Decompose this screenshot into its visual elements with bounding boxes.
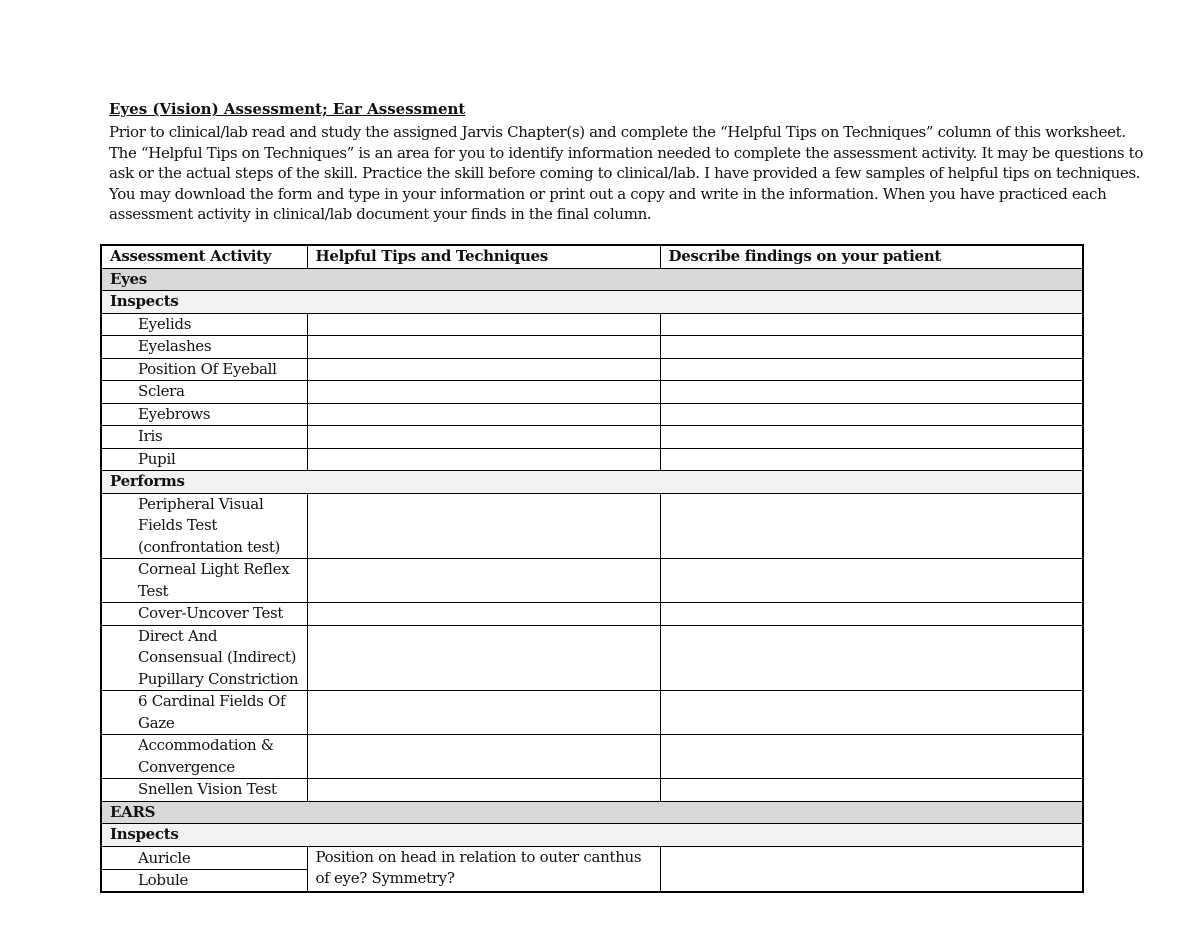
findings-cell[interactable] <box>660 403 1083 426</box>
findings-cell[interactable] <box>660 358 1083 381</box>
assessment-table <box>100 244 1084 893</box>
tips-cell[interactable]: Position on head in relation to outer canthus of eye? Symmetry? <box>307 846 660 892</box>
findings-cell[interactable] <box>660 448 1083 471</box>
activity-item-auricle: Auricle <box>102 847 307 870</box>
instructions-line: You may download the form and type in your information or print out a copy and write in the information. When you have practiced each <box>109 184 1107 203</box>
tips-cell[interactable] <box>307 403 660 426</box>
section-row-ears <box>101 801 1083 824</box>
activity-cell: Pupil <box>101 448 307 471</box>
section-label: Eyes <box>101 268 1083 291</box>
tips-cell[interactable] <box>307 426 660 449</box>
table-row <box>101 426 1083 449</box>
findings-cell[interactable] <box>660 603 1083 626</box>
column-header-tips: Helpful Tips and Techniques <box>307 245 660 268</box>
findings-cell[interactable] <box>660 846 1083 892</box>
instructions-paragraph <box>109 122 1159 225</box>
activity-cell <box>101 846 307 892</box>
findings-cell[interactable] <box>660 336 1083 359</box>
activity-cell: 6 Cardinal Fields Of Gaze <box>101 691 307 735</box>
instructions-line: assessment activity in clinical/lab document your finds in the final column. <box>109 205 652 223</box>
activity-cell: Sclera <box>101 381 307 404</box>
findings-cell[interactable] <box>660 735 1083 779</box>
activity-cell: Peripheral Visual Fields Test (confrontation test) <box>101 493 307 559</box>
table-row <box>101 735 1083 779</box>
table-row <box>101 603 1083 626</box>
table-row <box>101 779 1083 802</box>
subsection-label: Performs <box>101 471 1083 494</box>
table-header-row <box>101 245 1083 268</box>
activity-cell: Cover-Uncover Test <box>101 603 307 626</box>
subsection-row-inspects <box>101 291 1083 314</box>
tips-cell[interactable] <box>307 735 660 779</box>
tips-cell[interactable] <box>307 381 660 404</box>
tips-cell[interactable] <box>307 313 660 336</box>
tips-cell[interactable] <box>307 336 660 359</box>
activity-cell: Accommodation & Convergence <box>101 735 307 779</box>
table-row <box>101 336 1083 359</box>
activity-cell: Eyelashes <box>101 336 307 359</box>
table-row <box>101 493 1083 559</box>
instructions-line: The “Helpful Tips on Techniques” is an area for you to identify information needed to complete the assessment activity. It may be questions to <box>109 143 1144 162</box>
subsection-label: Inspects <box>101 291 1083 314</box>
findings-cell[interactable] <box>660 691 1083 735</box>
tips-cell[interactable] <box>307 779 660 802</box>
activity-cell: Iris <box>101 426 307 449</box>
tips-cell[interactable] <box>307 625 660 691</box>
activity-cell: Corneal Light Reflex Test <box>101 559 307 603</box>
activity-cell: Snellen Vision Test <box>101 779 307 802</box>
tips-cell[interactable] <box>307 493 660 559</box>
section-row-eyes <box>101 268 1083 291</box>
tips-cell[interactable] <box>307 603 660 626</box>
table-row <box>101 403 1083 426</box>
table-row <box>101 381 1083 404</box>
tips-cell[interactable] <box>307 448 660 471</box>
instructions-line: Prior to clinical/lab read and study the assigned Jarvis Chapter(s) and complete the “Helpful Tips on Techniques” column of this worksheet. <box>109 123 1126 141</box>
findings-cell[interactable] <box>660 313 1083 336</box>
column-header-activity: Assessment Activity <box>101 245 307 268</box>
column-header-findings: Describe findings on your patient <box>660 245 1083 268</box>
table-row <box>101 313 1083 336</box>
findings-cell[interactable] <box>660 559 1083 603</box>
findings-cell[interactable] <box>660 426 1083 449</box>
findings-cell[interactable] <box>660 493 1083 559</box>
subsection-label: Inspects <box>101 824 1083 847</box>
section-label: EARS <box>101 801 1083 824</box>
subsection-row-ears-inspects <box>101 824 1083 847</box>
tips-cell[interactable] <box>307 358 660 381</box>
table-row <box>101 691 1083 735</box>
worksheet-title: Eyes (Vision) Assessment; Ear Assessment <box>109 100 466 118</box>
findings-cell[interactable] <box>660 625 1083 691</box>
subsection-row-performs <box>101 471 1083 494</box>
table-row <box>101 846 1083 892</box>
instructions-line: ask or the actual steps of the skill. Practice the skill before coming to clinical/lab. I have provided a few samples of helpful tips on techniques. <box>109 164 1141 182</box>
activity-cell: Eyelids <box>101 313 307 336</box>
tips-cell[interactable] <box>307 691 660 735</box>
findings-cell[interactable] <box>660 381 1083 404</box>
activity-cell: Eyebrows <box>101 403 307 426</box>
activity-cell: Direct And Consensual (Indirect) Pupillary Constriction <box>101 625 307 691</box>
findings-cell[interactable] <box>660 779 1083 802</box>
table-row <box>101 625 1083 691</box>
tips-cell[interactable] <box>307 559 660 603</box>
table-row <box>101 358 1083 381</box>
table-row <box>101 448 1083 471</box>
table-row <box>101 559 1083 603</box>
activity-cell: Position Of Eyeball <box>101 358 307 381</box>
activity-item-lobule: Lobule <box>138 870 189 889</box>
